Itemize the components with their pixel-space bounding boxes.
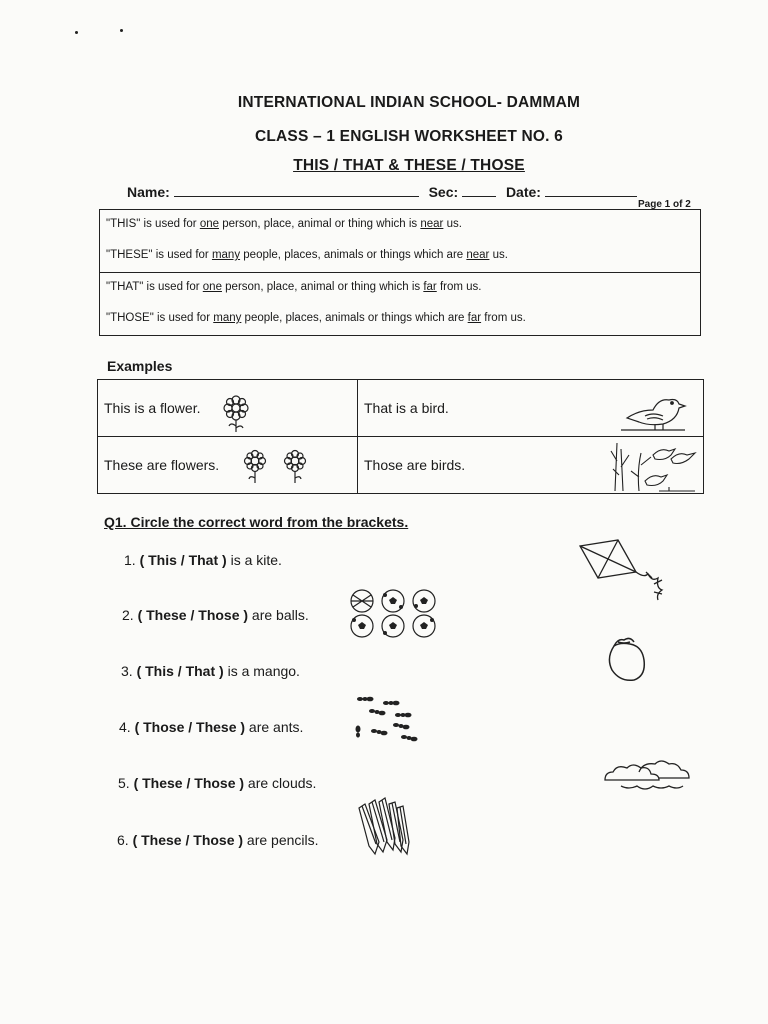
rules-near-cell	[100, 210, 700, 273]
student-info-row	[127, 184, 637, 200]
question-item	[117, 832, 319, 848]
name-field[interactable]	[174, 184, 419, 197]
ants-icon	[352, 693, 418, 745]
example-text: These are flowers.	[104, 457, 220, 473]
question-item	[119, 719, 303, 735]
question-text: are ants.	[245, 719, 304, 735]
question-number: 5.	[118, 775, 130, 791]
question-number: 1.	[124, 552, 136, 568]
rule-these: "THESE" is used for many people, places, animals or things which are near us.	[106, 249, 508, 261]
question-text: are balls.	[248, 607, 309, 623]
stray-mark	[120, 29, 123, 32]
example-cell	[358, 437, 704, 494]
examples-heading: Examples	[107, 358, 173, 374]
question-item	[124, 552, 282, 568]
question-text: are pencils.	[243, 832, 319, 848]
example-text: This is a flower.	[104, 400, 201, 416]
question-item	[121, 663, 300, 679]
question-number: 3.	[121, 663, 133, 679]
bird-icon	[619, 386, 689, 434]
question-options[interactable]: ( Those / These )	[134, 719, 246, 735]
examples-table	[97, 379, 704, 494]
question-number: 2.	[122, 607, 134, 623]
date-field[interactable]	[545, 184, 637, 197]
name-label: Name:	[127, 184, 170, 200]
example-text: Those are birds.	[364, 457, 466, 473]
clouds-icon	[603, 758, 693, 794]
rule-those: "THOSE" is used for many people, places, animals or things which are far from us.	[106, 312, 526, 324]
page-number: Page 1 of 2	[638, 199, 691, 210]
question-item	[122, 607, 309, 623]
q1-heading: Q1. Circle the correct word from the brackets.	[104, 514, 409, 530]
rules-box	[99, 209, 701, 336]
question-text: is a kite.	[226, 552, 282, 568]
example-cell	[98, 437, 358, 494]
birds-icon	[609, 441, 699, 493]
example-cell	[358, 380, 704, 437]
date-label: Date:	[505, 184, 541, 200]
question-item	[118, 775, 316, 791]
question-options[interactable]: ( This / That )	[139, 552, 227, 568]
question-number: 4.	[119, 719, 131, 735]
table-row	[98, 380, 704, 437]
balls-icon	[345, 589, 445, 639]
rule-that: "THAT" is used for one person, place, animal or thing which is far from us.	[106, 281, 482, 293]
topic-title: THIS / THAT & THESE / THOSE	[293, 157, 525, 174]
example-text: That is a bird.	[364, 400, 449, 416]
sec-field[interactable]	[462, 184, 496, 197]
rules-far-cell	[100, 273, 700, 335]
pencils-icon	[355, 798, 413, 860]
question-options[interactable]: ( These / Those )	[137, 607, 249, 623]
stray-mark	[75, 31, 78, 34]
table-row	[98, 437, 704, 494]
flowers-icon	[238, 447, 318, 487]
question-number: 6.	[117, 832, 129, 848]
kite-icon	[578, 538, 670, 602]
example-cell	[98, 380, 358, 437]
class-line: CLASS – 1 ENGLISH WORKSHEET NO. 6	[254, 128, 564, 145]
question-options[interactable]: ( These / Those )	[132, 832, 244, 848]
flower-icon	[219, 394, 253, 434]
sec-label: Sec:	[428, 184, 459, 200]
mango-icon	[604, 636, 648, 684]
rule-this: "THIS" is used for one person, place, animal or thing which is near us.	[106, 218, 462, 230]
question-text: are clouds.	[244, 775, 317, 791]
question-options[interactable]: ( These / Those )	[133, 775, 245, 791]
school-name: INTERNATIONAL INDIAN SCHOOL- DAMMAM	[237, 94, 581, 111]
question-options[interactable]: ( This / That )	[136, 663, 224, 679]
question-text: is a mango.	[223, 663, 300, 679]
